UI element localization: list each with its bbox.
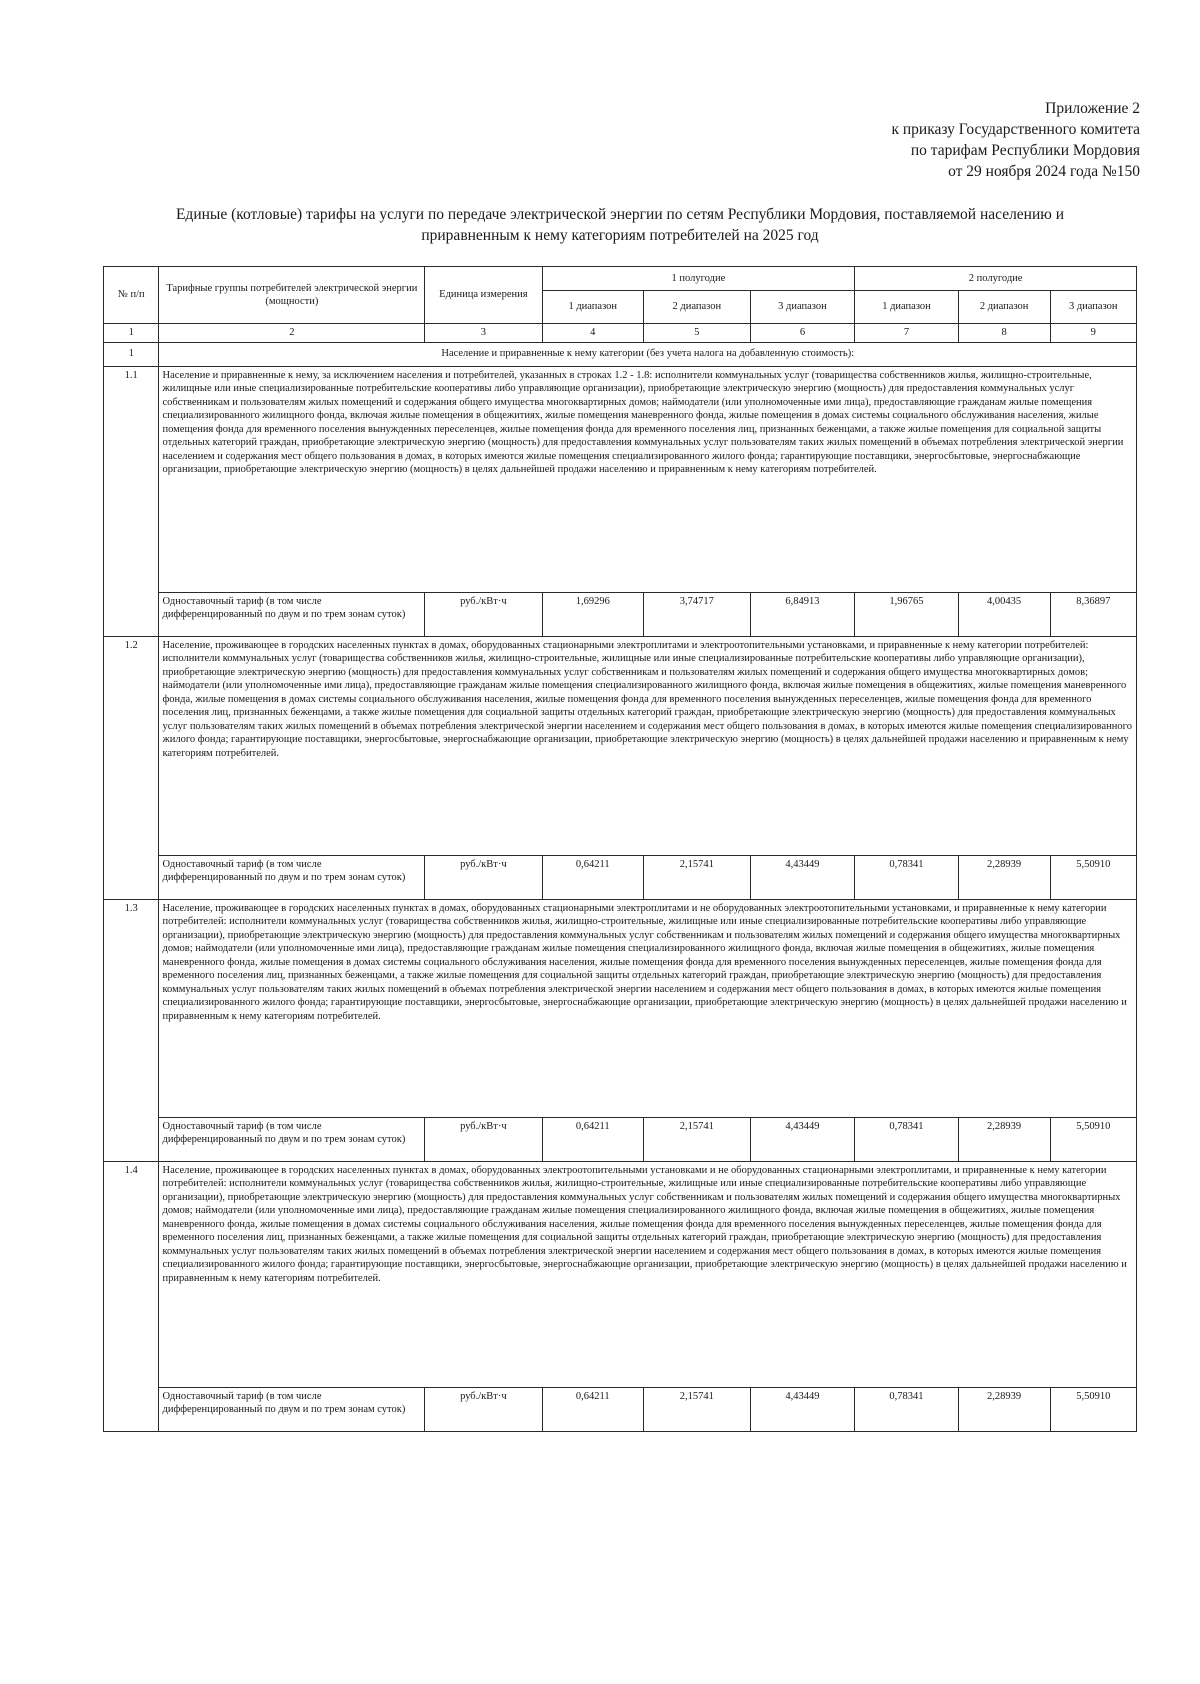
tariff-value: 4,43449 <box>750 1117 855 1161</box>
appendix-line: по тарифам Республики Мордовия <box>910 142 1140 159</box>
column-number: 2 <box>159 324 425 343</box>
tariff-value: 4,00435 <box>958 592 1050 636</box>
header-tariff-groups: Тарифные группы потребителей электрической энергии (мощности) <box>159 267 425 324</box>
column-number: 4 <box>542 324 643 343</box>
tariff-label: Одноставочный тариф (в том числе дифференцированный по двум и по трем зонам суток) <box>159 592 425 636</box>
title-line: приравненным к нему категориям потребителей на 2025 год <box>421 227 819 244</box>
header-num: № п/п <box>104 267 159 324</box>
tariff-unit: руб./кВт·ч <box>425 1117 542 1161</box>
tariff-value: 2,15741 <box>643 855 750 899</box>
tariff-unit: руб./кВт·ч <box>425 855 542 899</box>
column-number: 6 <box>750 324 855 343</box>
document-title <box>100 204 1140 246</box>
title-line: Единые (котловые) тарифы на услуги по передаче электрической энергии по сетям Республики Мордовия, поставляемой населению и <box>175 206 1065 223</box>
appendix-line: Приложение 2 <box>1045 100 1140 117</box>
tariff-unit: руб./кВт·ч <box>425 1387 542 1431</box>
header-range: 1 диапазон <box>855 291 959 324</box>
tariff-value: 8,36897 <box>1050 592 1137 636</box>
column-number: 5 <box>643 324 750 343</box>
row-number: 1.4 <box>104 1161 159 1431</box>
row-number: 1.3 <box>104 899 159 1161</box>
tariff-value: 2,15741 <box>643 1117 750 1161</box>
tariff-value: 4,43449 <box>750 1387 855 1431</box>
tariff-unit: руб./кВт·ч <box>425 592 542 636</box>
tariff-label: Одноставочный тариф (в том числе дифференцированный по двум и по трем зонам суток) <box>159 855 425 899</box>
tariff-value: 2,28939 <box>958 855 1050 899</box>
appendix-block <box>891 98 1140 182</box>
section-number: 1 <box>104 342 159 366</box>
tariff-value: 5,50910 <box>1050 1387 1137 1431</box>
tariff-value: 0,64211 <box>542 1387 643 1431</box>
tariff-value: 2,28939 <box>958 1117 1050 1161</box>
column-number: 3 <box>425 324 542 343</box>
column-number: 7 <box>855 324 959 343</box>
tariff-table <box>103 266 1137 1432</box>
row-number: 1.1 <box>104 366 159 636</box>
tariff-value: 4,43449 <box>750 855 855 899</box>
tariff-value: 2,15741 <box>643 1387 750 1431</box>
section-title: Население и приравненные к нему категории (без учета налога на добавленную стоимость): <box>159 342 1137 366</box>
tariff-label: Одноставочный тариф (в том числе дифференцированный по двум и по трем зонам суток) <box>159 1387 425 1431</box>
tariff-value: 0,78341 <box>855 1117 959 1161</box>
header-range: 3 диапазон <box>1050 291 1137 324</box>
header-half-1: 1 полугодие <box>542 267 855 291</box>
appendix-line: к приказу Государственного комитета <box>891 121 1140 138</box>
tariff-value: 1,96765 <box>855 592 959 636</box>
row-description: Население и приравненные к нему, за исключением населения и потребителей, указанных в строках 1.2 - 1.8: исполнители коммунальных услуг (товарищества собственников жилья, жилищно-строительные, жилищные или иные специализированные потребительские кооперативы либо управляющие организации), приобретающие электрическую энергию (мощность) для предоставления коммунальных услуг собственникам и пользователям жилых помещений и содержания общего имущества многоквартирных домов; наймодатели (или уполномоченные ими лица), предоставляющие гражданам жилые помещения специализированного жилищного фонда, включая жилые помещения в общежитиях, жилые помещения маневренного фонда, жилые помещения в домах системы социального обслуживания населения, жилые помещения фонда для временного поселения вынужденных переселенцев, жилые помещения фонда для временного поселения лиц, признанных беженцами, а также жилые помещения для социальной защиты отдельных категорий граждан, приобретающие электрическую энергию (мощность) для предоставления коммунальных услуг пользователям таких жилых помещений в объемах потребления электрической энергии населением и содержания мест общего пользования в домах, в которых имеются жилые помещения специализированного жилого фонда; гарантирующие поставщики, энергосбытовые, энергоснабжающие организации, приобретающие электрическую энергию (мощность) в целях дальнейшей продажи населению и приравненным к нему категориям потребителей. <box>159 366 1137 592</box>
row-number: 1.2 <box>104 636 159 899</box>
header-unit: Единица измерения <box>425 267 542 324</box>
header-range: 2 диапазон <box>643 291 750 324</box>
tariff-value: 2,28939 <box>958 1387 1050 1431</box>
tariff-value: 1,69296 <box>542 592 643 636</box>
header-range: 3 диапазон <box>750 291 855 324</box>
row-description: Население, проживающее в городских населенных пунктах в домах, оборудованных электроотопительными установками и не оборудованных стационарными электроплитами, и приравненные к нему категории потребителей: исполнители коммунальных услуг (товарищества собственников жилья, жилищно-строительные, жилищные или иные специализированные потребительские кооперативы либо управляющие организации), приобретающие электрическую энергию (мощность) для предоставления коммунальных услуг собственникам и пользователям жилых помещений и содержания общего имущества многоквартирных домов; наймодатели (или уполномоченные ими лица), предоставляющие гражданам жилые помещения специализированного жилищного фонда, включая жилые помещения в общежитиях, жилые помещения маневренного фонда, жилые помещения в домах системы социального обслуживания населения, жилые помещения фонда для временного поселения вынужденных переселенцев, жилые помещения фонда для временного поселения лиц, признанных беженцами, а также жилые помещения для социальной защиты отдельных категорий граждан, приобретающие электрическую энергию (мощность) для предоставления коммунальных услуг пользователям таких жилых помещений в объемах потребления электрической энергии населением и содержания мест общего пользования в домах, в которых имеются жилые помещения специализированного жилого фонда; гарантирующие поставщики, энергосбытовые, энергоснабжающие организации, приобретающие электрическую энергию (мощность) в целях дальнейшей продажи населению и приравненным к нему категориям потребителей. <box>159 1161 1137 1387</box>
tariff-value: 0,78341 <box>855 855 959 899</box>
tariff-value: 6,84913 <box>750 592 855 636</box>
header-half-2: 2 полугодие <box>855 267 1137 291</box>
row-description: Население, проживающее в городских населенных пунктах в домах, оборудованных стационарными электроплитами и электроотопительными установками, и приравненные к нему категории потребителей: исполнители коммунальных услуг (товарищества собственников жилья, жилищно-строительные, жилищные или иные специализированные потребительские кооперативы либо управляющие организации), приобретающие электрическую энергию (мощность) для предоставления коммунальных услуг собственникам и пользователям жилых помещений и содержания общего имущества многоквартирных домов; наймодатели (или уполномоченные ими лица), предоставляющие гражданам жилые помещения специализированного жилищного фонда, включая жилые помещения в общежитиях, жилые помещения маневренного фонда, жилые помещения в домах системы социального обслуживания населения, жилые помещения фонда для временного поселения вынужденных переселенцев, жилые помещения фонда для временного поселения лиц, признанных беженцами, а также жилые помещения для социальной защиты отдельных категорий граждан, приобретающие электрическую энергию (мощность) для предоставления коммунальных услуг пользователям таких жилых помещений в объемах потребления электрической энергии населением и содержания мест общего пользования в домах, в которых имеются жилые помещения специализированного жилого фонда; гарантирующие поставщики, энергосбытовые, энергоснабжающие организации, приобретающие электрическую энергию (мощность) в целях дальнейшей продажи населению и приравненным к нему категориям потребителей. <box>159 636 1137 855</box>
tariff-value: 5,50910 <box>1050 855 1137 899</box>
tariff-value: 3,74717 <box>643 592 750 636</box>
tariff-label: Одноставочный тариф (в том числе дифференцированный по двум и по трем зонам суток) <box>159 1117 425 1161</box>
tariff-value: 0,64211 <box>542 855 643 899</box>
column-number: 1 <box>104 324 159 343</box>
tariff-value: 5,50910 <box>1050 1117 1137 1161</box>
tariff-value: 0,64211 <box>542 1117 643 1161</box>
column-number: 9 <box>1050 324 1137 343</box>
header-range: 2 диапазон <box>958 291 1050 324</box>
header-range: 1 диапазон <box>542 291 643 324</box>
row-description: Население, проживающее в городских населенных пунктах в домах, оборудованных стационарными электроплитами и не оборудованных электроотопительными установками, и приравненные к нему категории потребителей: исполнители коммунальных услуг (товарищества собственников жилья, жилищно-строительные, жилищные или иные специализированные потребительские кооперативы либо управляющие организации), приобретающие электрическую энергию (мощность) для предоставления коммунальных услуг собственникам и пользователям жилых помещений и содержания общего имущества многоквартирных домов; наймодатели (или уполномоченные ими лица), предоставляющие гражданам жилые помещения специализированного жилищного фонда, включая жилые помещения в общежитиях, жилые помещения маневренного фонда, жилые помещения в домах системы социального обслуживания населения, жилые помещения фонда для временного поселения вынужденных переселенцев, жилые помещения фонда для временного поселения лиц, признанных беженцами, а также жилые помещения для социальной защиты отдельных категорий граждан, приобретающие электрическую энергию (мощность) для предоставления коммунальных услуг пользователям таких жилых помещений в объемах потребления электрической энергии населением и содержания мест общего пользования в домах, в которых имеются жилые помещения специализированного жилого фонда; гарантирующие поставщики, энергосбытовые, энергоснабжающие организации, приобретающие электрическую энергию (мощность) в целях дальнейшей продажи населению и приравненным к нему категориям потребителей. <box>159 899 1137 1117</box>
tariff-value: 0,78341 <box>855 1387 959 1431</box>
column-number: 8 <box>958 324 1050 343</box>
appendix-line: от 29 ноября 2024 года №150 <box>948 163 1140 180</box>
